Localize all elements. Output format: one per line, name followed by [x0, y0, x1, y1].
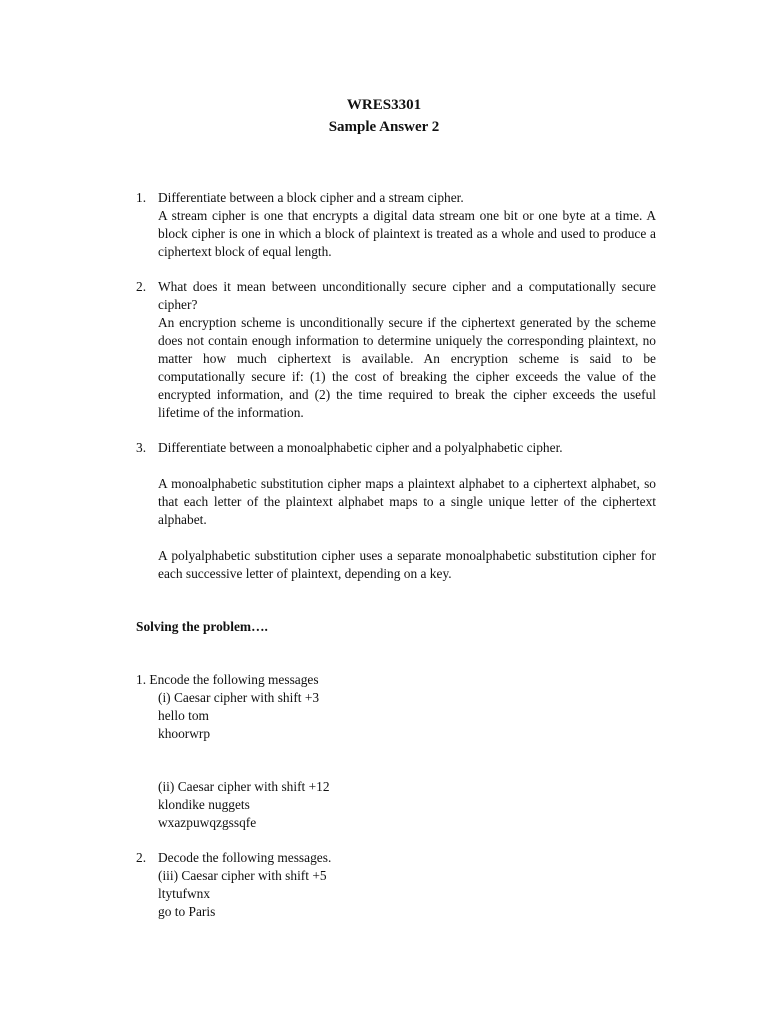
question-3-answer-mono: A monoalphabetic substitution cipher maps a plaintext alphabet to a ciphertext alphabet, so that each letter of the plaintext alphabet maps to a single unique letter of the ciphertext alphabet. [158, 476, 656, 527]
decode-part-iii-label: (iii) Caesar cipher with shift +5 [158, 868, 327, 883]
question-2 [136, 278, 656, 422]
question-3-answer-poly: A polyalphabetic substitution cipher uses a separate monoalphabetic substitution cipher for each successive letter of plaintext, depending on a key. [158, 548, 656, 581]
question-3-prompt: Differentiate between a monoalphabetic cipher and a polyalphabetic cipher. [158, 440, 563, 455]
question-2-prompt: What does it mean between unconditionally secure cipher and a computationally secure cipher? [158, 279, 656, 312]
question-3-number: 3. [136, 440, 147, 455]
question-2-number: 2. [136, 279, 147, 294]
decode-part-iii-ciphertext: ltytufwnx [158, 886, 211, 901]
decode-problem [136, 849, 656, 921]
question-1 [136, 189, 656, 261]
question-2-answer: An encryption scheme is unconditionally secure if the ciphertext generated by the scheme does not contain enough information to determine uniquely the corresponding plaintext, no matter how much ciphertext is available. An encryption scheme is said to be computationally secure if: (1) the cost of breaking the cipher exceeds the value of the encrypted information, and (2) the time required to break the cipher exceeds the useful lifetime of the information. [158, 315, 656, 420]
decode-part-iii-plaintext: go to Paris [158, 904, 216, 919]
problems-heading: Solving the problem…. [136, 619, 268, 634]
document-subtitle: Sample Answer 2 [328, 119, 440, 135]
encode-part-i-ciphertext: khoorwrp [158, 726, 211, 741]
question-3 [136, 439, 656, 583]
encode-prompt: 1. Encode the following messages [136, 672, 319, 687]
encode-problem [136, 671, 656, 743]
course-code-title: WRES3301 [346, 97, 422, 113]
decode-prompt: Decode the following messages. [158, 850, 332, 865]
decode-number: 2. [136, 850, 147, 865]
encode-part-i-plaintext: hello tom [158, 708, 209, 723]
encode-part-ii-label: (ii) Caesar cipher with shift +12 [158, 779, 330, 794]
encode-part-ii-plaintext: klondike nuggets [158, 797, 250, 812]
question-1-number: 1. [136, 190, 147, 205]
question-1-answer: A stream cipher is one that encrypts a digital data stream one bit or one byte at a time. A block cipher is one in which a block of plaintext is treated as a whole and used to produce a ciphertext block of equal length. [158, 208, 656, 259]
encode-part-ii-ciphertext: wxazpuwqzgssqfe [158, 815, 257, 830]
encode-problem-ii [136, 778, 656, 832]
encode-part-i-label: (i) Caesar cipher with shift +3 [158, 690, 320, 705]
question-1-prompt: Differentiate between a block cipher and a stream cipher. [158, 190, 464, 205]
